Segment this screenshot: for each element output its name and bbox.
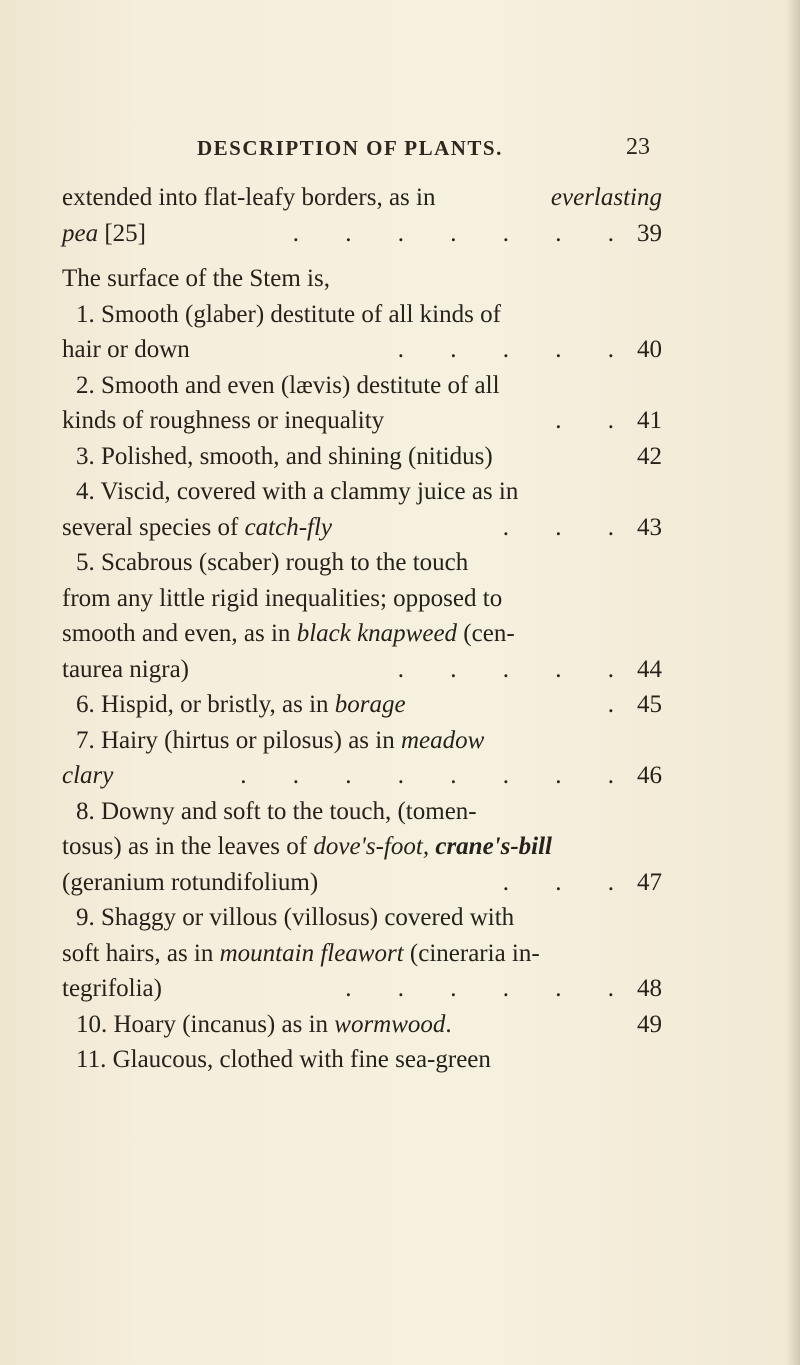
text-line: 2. Smooth and even (lævis) destitute of all xyxy=(76,371,500,399)
text-line: kinds of roughness or inequality . . 41 xyxy=(62,407,662,434)
text-line: 9. Shaggy or villous (villosus) covered with xyxy=(76,904,515,931)
text-line: soft hairs, as in mountain fleawort (cineraria in- xyxy=(62,939,540,967)
text-line: 6. Hispid, or bristly, as in borage . 45 xyxy=(76,691,662,718)
page-number: 23 xyxy=(626,134,650,160)
text-line: 5. Scabrous (scaber) rough to the touch xyxy=(76,549,469,576)
text-line: tegrifolia) . . . . . . 48 xyxy=(62,975,662,1002)
text-line: several species of catch-fly . . . 43 xyxy=(62,513,662,541)
text-line: 11. Glaucous, clothed with fine sea-green xyxy=(76,1046,491,1073)
text-line: 4. Viscid, covered with a clammy juice as in xyxy=(76,478,519,505)
text-line: 8. Downy and soft to the touch, (tomen- xyxy=(76,797,477,825)
text-line: The surface of the Stem is, xyxy=(62,265,330,292)
text-line: pea [25] . . . . . . . 39 xyxy=(62,219,662,247)
text-line: 1. Smooth (glaber) destitute of all kinds of xyxy=(76,300,501,328)
running-header xyxy=(197,136,650,172)
text-line: from any little rigid inequalities; opposed to xyxy=(62,584,503,612)
text-line: taurea nigra) . . . . . 44 xyxy=(62,655,662,683)
text-line: smooth and even, as in black knapweed (cen- xyxy=(62,620,515,647)
page-edge-shadow xyxy=(786,0,800,1365)
page-body xyxy=(62,180,662,1078)
text-line: tosus) as in the leaves of dove's-foot, crane's-bill xyxy=(62,833,553,860)
text-line: hair or down . . . . . 40 xyxy=(62,336,662,363)
text-line: (geranium rotundifolium) . . . 47 xyxy=(62,868,662,896)
text-line: 3. Polished, smooth, and shining (nitidus) 42 xyxy=(76,442,662,470)
text-line: 10. Hoary (incanus) as in wormwood . 49 xyxy=(76,1010,662,1038)
header-title: DESCRIPTION OF PLANTS. xyxy=(197,136,503,160)
text-line: 7. Hairy (hirtus or pilosus) as in meadow xyxy=(76,726,485,754)
text-line: clary . . . . . . . . 46 xyxy=(62,762,662,789)
text-line: extended into flat-leafy borders, as in everlasting xyxy=(62,184,662,211)
